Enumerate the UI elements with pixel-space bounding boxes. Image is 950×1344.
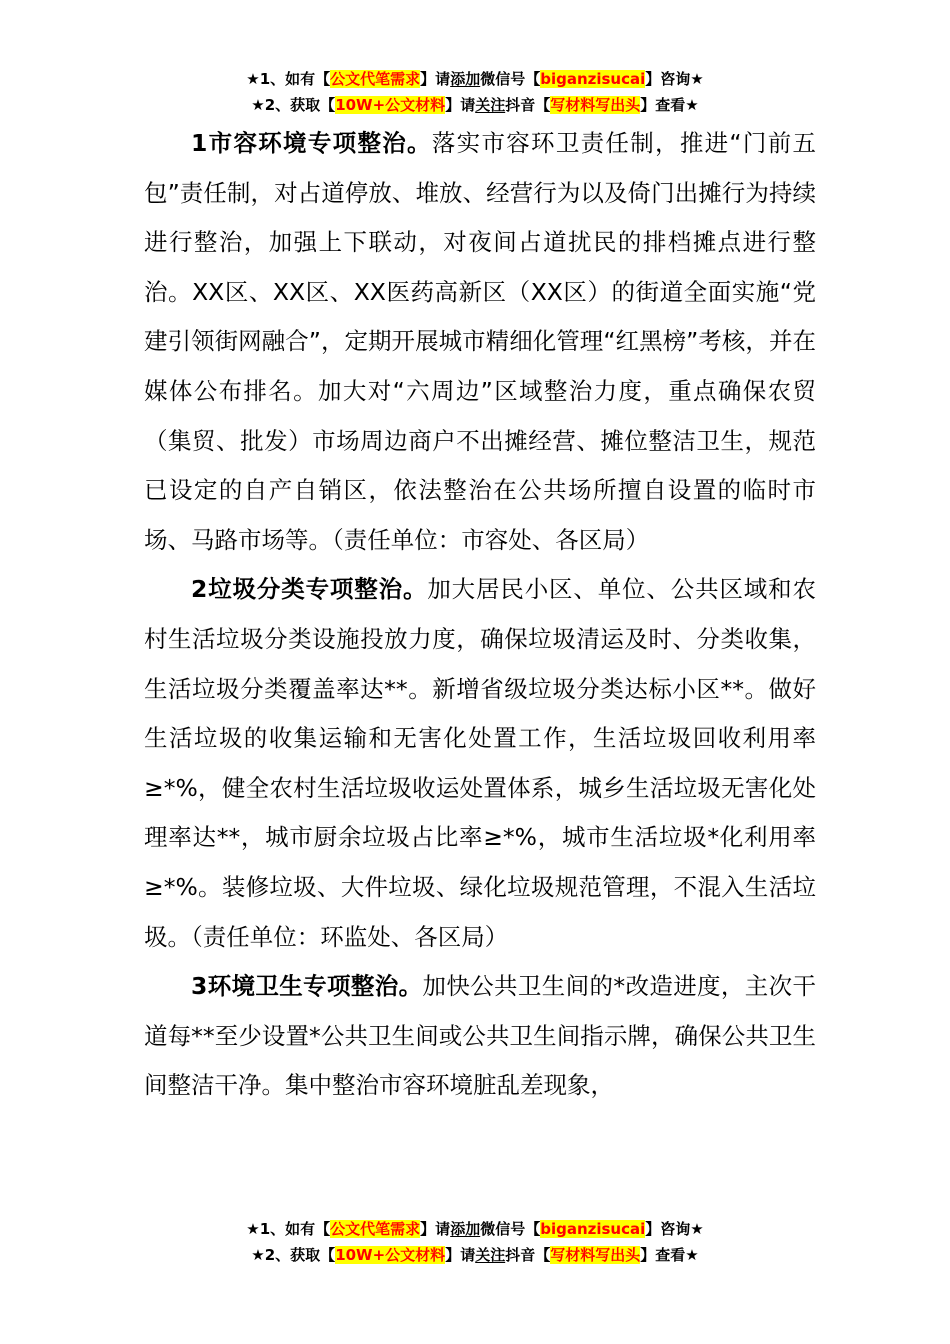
promo-line-2-suffix: 】查看★ [640,96,699,114]
promo-highlight-douyin-account: 写材料写出头 [550,1246,641,1264]
promo-line-1 [0,1216,950,1242]
promo-underlined-follow: 关注 [475,1246,506,1264]
promo-highlight-materials: 10W+公文材料 [335,1246,446,1264]
promo-line-1-suffix: 】咨询★ [645,1220,704,1238]
promo-highlight-wechat-id: biganzisucai [540,70,646,88]
promo-line-2-prefix: ★2、获取【 [251,96,336,114]
promo-line-1-text-a: 】请 [420,1220,451,1238]
section-heading-3: 3环境卫生专项整治。 [191,972,423,1001]
promo-highlight-douyin-account: 写材料写出头 [550,96,641,114]
promo-line-1-suffix: 】咨询★ [645,70,704,88]
promo-line-2-suffix: 】查看★ [640,1246,699,1264]
promo-line-2 [0,92,950,118]
bottom-promo-banner [0,1216,950,1268]
promo-line-1-text-a: 】请 [420,70,451,88]
section-paragraph-3 [144,962,816,1111]
top-promo-banner [0,66,950,118]
promo-line-2-prefix: ★2、获取【 [251,1246,336,1264]
promo-line-1-text-b: 微信号【 [480,1220,541,1238]
promo-line-2 [0,1242,950,1268]
section-heading-2: 2垃圾分类专项整治。 [191,575,428,604]
promo-line-2-text-b: 抖音【 [505,96,551,114]
promo-underlined-add: 添加 [450,1220,481,1238]
promo-underlined-follow: 关注 [475,96,506,114]
promo-highlight-ghostwriting: 公文代笔需求 [330,1220,421,1238]
section-paragraph-1 [144,119,816,565]
section-body-1: 落实市容环卫责任制，推进“门前五包”责任制，对占道停放、堆放、经营行为以及倚门出摊行为持续进行整治，加强上下联动，对夜间占道扰民的排档摊点进行整治。XX区、XX区、XX医药高新区（XX区）的街道全面实施“党建引领街网融合”，定期开展城市精细化管理“红黑榜”考核，并在媒体公布排名。加大对“六周边”区域整治力度，重点确保农贸（集贸、批发）市场周边商户不出摊经营、摊位整洁卫生，规范已设定的自产自销区，依法整治在公共场所擅自设置的临时市场、马路市场等。（责任单位：市容处、各区局） [144,129,816,554]
promo-highlight-wechat-id: biganzisucai [540,1220,646,1238]
section-body-2: 加大居民小区、单位、公共区域和农村生活垃圾分类设施投放力度，确保垃圾清运及时、分类收集，生活垃圾分类覆盖率达**。新增省级垃圾分类达标小区**。做好生活垃圾的收集运输和无害化处置工作，生活垃圾回收利用率≥*%，健全农村生活垃圾收运处置体系，城乡生活垃圾无害化处理率达**，城市厨余垃圾占比率≥*%，城市生活垃圾*化利用率≥*%。装修垃圾、大件垃圾、绿化垃圾规范管理，不混入生活垃圾。（责任单位：环监处、各区局） [144,575,816,951]
promo-line-1-prefix: ★1、如有【 [246,1220,331,1238]
promo-line-1-text-b: 微信号【 [480,70,541,88]
promo-line-1 [0,66,950,92]
section-paragraph-2 [144,565,816,962]
promo-line-2-text-a: 】请 [445,1246,476,1264]
section-body-3: 加快公共卫生间的*改造进度，主次干道每**至少设置*公共卫生间或公共卫生间指示牌，确保公共卫生间整洁干净。集中整治市容环境脏乱差现象， [144,972,816,1100]
section-heading-1: 1市容环境专项整治。 [191,129,432,157]
promo-highlight-materials: 10W+公文材料 [335,96,446,114]
promo-line-2-text-a: 】请 [445,96,476,114]
promo-line-2-text-b: 抖音【 [505,1246,551,1264]
promo-underlined-add: 添加 [450,70,481,88]
document-body [144,119,816,1111]
promo-line-1-prefix: ★1、如有【 [246,70,331,88]
promo-highlight-ghostwriting: 公文代笔需求 [330,70,421,88]
